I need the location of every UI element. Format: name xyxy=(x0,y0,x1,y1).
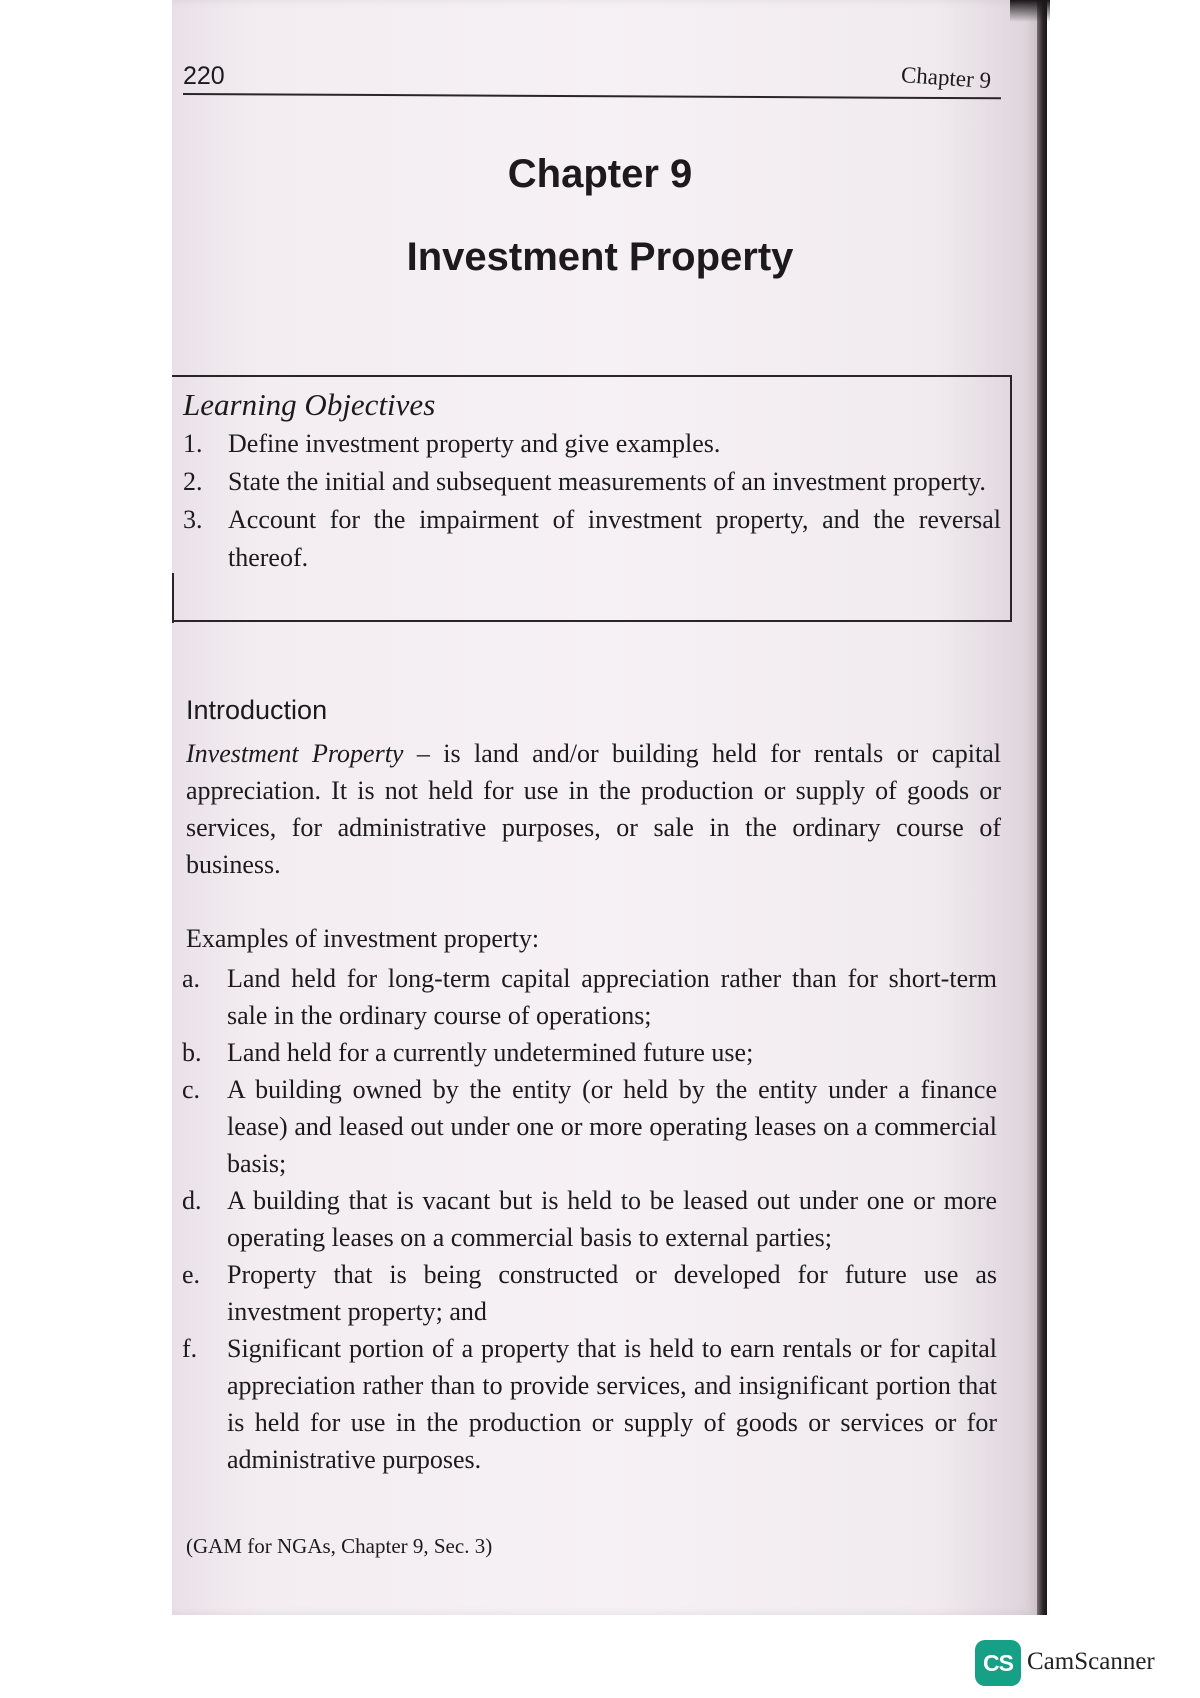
running-header: Chapter 9 xyxy=(900,62,992,94)
objective-number: 1. xyxy=(183,429,203,458)
example-letter: d. xyxy=(182,1186,202,1215)
example-item xyxy=(182,1330,997,1478)
camscanner-watermark: CamScanner xyxy=(1027,1648,1155,1675)
example-text: Land held for long-term capital appreciation rather than for short-term sale in the ordinary course of operations; xyxy=(227,964,997,1030)
objective-number: 3. xyxy=(183,505,203,534)
example-item xyxy=(182,960,997,1034)
example-text: Land held for a currently undetermined future use; xyxy=(227,1038,754,1067)
learning-objectives-box xyxy=(172,375,1012,622)
example-letter: e. xyxy=(182,1260,201,1289)
page-number: 220 xyxy=(183,62,225,90)
example-letter: b. xyxy=(182,1038,202,1067)
example-text: Property that is being constructed or developed for future use as investment property; and xyxy=(227,1260,997,1326)
citation: (GAM for NGAs, Chapter 9, Sec. 3) xyxy=(186,1534,493,1558)
objective-number: 2. xyxy=(183,467,203,496)
introduction-paragraph xyxy=(186,735,1001,883)
example-item xyxy=(182,1034,997,1071)
example-text: A building owned by the entity (or held by the entity under a finance lease) and leased out under one or more operating leases on a commercial basis; xyxy=(227,1075,997,1178)
example-item xyxy=(182,1182,997,1256)
definition-text: – is land and/or building held for rentals or capital appreciation. It is not held for use in the production or supply of goods or services, for administrative purposes, or sale in the ordinary course of business. xyxy=(186,739,1002,879)
objective-item xyxy=(183,425,1001,463)
page-corner-shadow xyxy=(1010,0,1050,22)
objective-item xyxy=(183,501,1001,577)
objective-item xyxy=(183,463,1001,501)
chapter-subtitle: Investment Property xyxy=(406,235,794,279)
learning-objectives-heading: Learning Objectives xyxy=(183,387,436,422)
examples-list xyxy=(182,960,997,1478)
example-text: A building that is vacant but is held to be leased out under one or more operating leases on a commercial basis to external parties; xyxy=(227,1186,997,1252)
learning-objectives-list xyxy=(183,425,1001,577)
objective-text: State the initial and subsequent measurements of an investment property. xyxy=(228,467,986,496)
camscanner-logo-icon: CS xyxy=(975,1640,1021,1686)
example-item xyxy=(182,1256,997,1330)
example-letter: f. xyxy=(182,1334,198,1363)
objective-text: Account for the impairment of investment property, and the reversal thereof. xyxy=(228,505,1001,572)
introduction-heading: Introduction xyxy=(186,695,328,725)
chapter-title: Chapter 9 xyxy=(507,152,693,196)
objective-text: Define investment property and give examples. xyxy=(228,429,721,458)
example-text: Significant portion of a property that is held to earn rentals or for capital appreciation rather than to provide services, and insignificant portion that is held for use in the production or supply of goods or services or for administrative purposes. xyxy=(227,1334,997,1474)
example-item xyxy=(182,1071,997,1182)
examples-heading: Examples of investment property: xyxy=(186,924,540,953)
example-letter: a. xyxy=(182,964,201,993)
example-letter: c. xyxy=(182,1075,201,1104)
defined-term: Investment Property xyxy=(186,739,404,768)
